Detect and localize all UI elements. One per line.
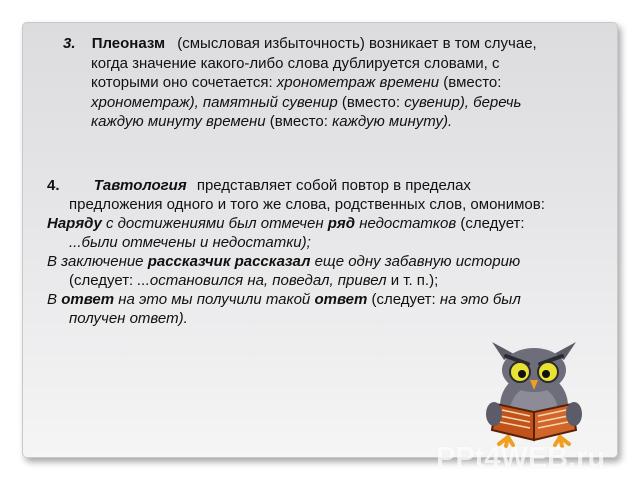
item-3-example: каждую минуту времени	[91, 113, 266, 130]
item-4-line2: предложения одного и того же слова, родственных слов, омонимов:	[69, 196, 545, 213]
item-4-correction: на это был	[439, 291, 521, 308]
item-4-example: еще одну забавную историю	[310, 253, 521, 270]
item-4-highlight-word: рассказчик рассказал	[147, 253, 311, 270]
item-3-example: хронометраж), памятный сувенир	[91, 94, 338, 111]
item-4-note: (следует:	[456, 215, 525, 232]
item-3-number: 3.	[63, 35, 76, 52]
item-4-number: 4.	[47, 177, 60, 194]
item-4-correction: ...остановился на, поведал, привел	[137, 272, 387, 289]
item-4-example: недостатков	[355, 215, 457, 232]
watermark: PPt4WEB.ru	[436, 442, 606, 474]
item-4-note: и т. п.);	[386, 272, 439, 289]
item-3-example: сувенир), беречь	[404, 94, 522, 111]
item-3-line4-text: (вместо:	[337, 94, 405, 111]
item-3-line3-tail: (вместо:	[439, 74, 502, 91]
item-4-highlight-word: ответ	[61, 291, 115, 308]
item-4-example: с достижениями был отмечен	[101, 215, 328, 232]
item-4-example: В заключение	[47, 253, 148, 270]
item-4-correction: получен ответ).	[69, 310, 188, 327]
item-4-example: на это мы получили такой	[114, 291, 315, 308]
item-4-correction: ...были отмечены и недостатки);	[69, 234, 311, 251]
item-4-term: Тавтология	[93, 177, 187, 194]
item-3-term: Плеоназм	[91, 35, 166, 52]
item-3-example: хронометраж времени	[276, 74, 440, 91]
item-4-highlight-word: ряд	[327, 215, 356, 232]
owl-reading-book-illustration	[478, 340, 594, 448]
item-4-example: В	[47, 291, 62, 308]
item-4-highlight-word: Наряду	[47, 215, 102, 232]
item-4-line1: представляет собой повтор в пределах	[196, 177, 471, 194]
item-3-example: каждую минуту).	[332, 113, 453, 130]
item-3-line1: (смысловая избыточность) возникает в том случае,	[177, 35, 537, 52]
item-3-line2: когда значение какого-либо слова дублируется словами, с	[91, 55, 500, 72]
item-4-note: (следует:	[69, 272, 138, 289]
item-4-highlight-word: ответ	[314, 291, 368, 308]
item-3-line3-text: которыми оно сочетается:	[91, 74, 277, 91]
item-4-note: (следует:	[367, 291, 440, 308]
item-3-line5-text: (вместо:	[265, 113, 333, 130]
